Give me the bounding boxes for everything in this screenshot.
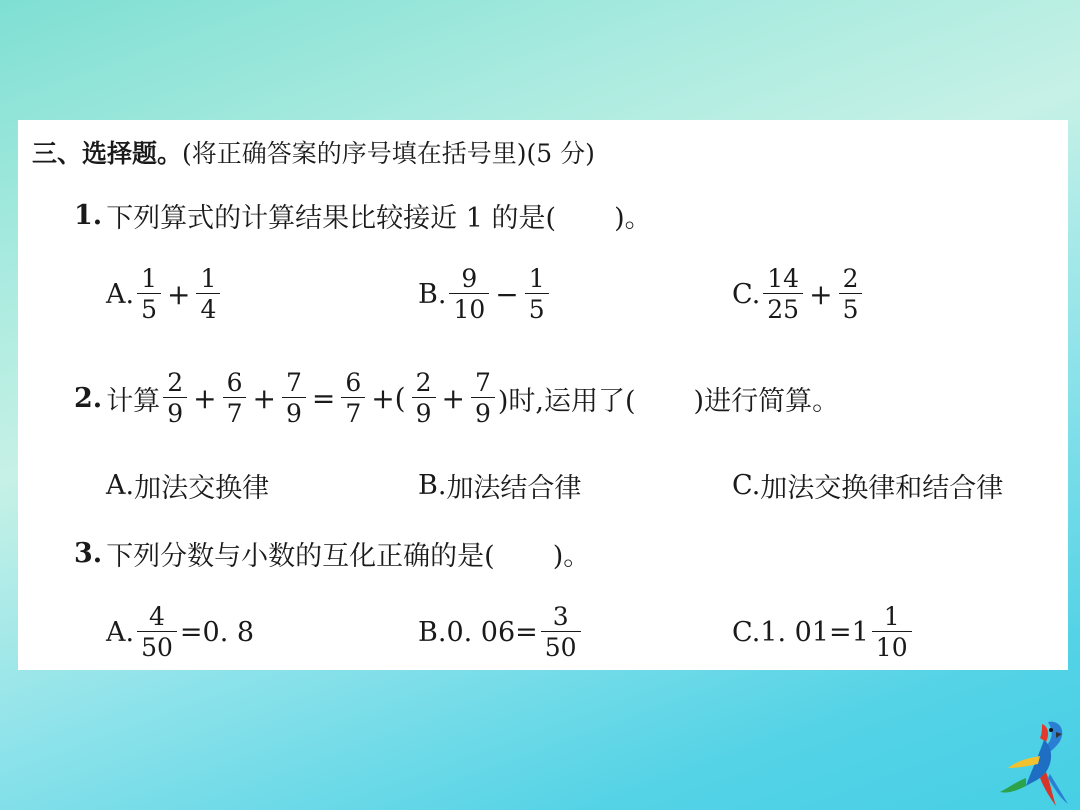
question-prefix: 计算 (106, 385, 161, 417)
q1-option-b[interactable] (418, 266, 552, 322)
option-label: A. (106, 616, 135, 648)
fraction: $\frac{7}{9}$ (471, 370, 495, 426)
q3-option-a[interactable] (106, 604, 254, 660)
question-panel (18, 120, 1068, 670)
option-label: C. (732, 278, 761, 310)
fraction: $\frac{6}{7}$ (223, 370, 247, 426)
question-text: 下列分数与小数的互化正确的是( (106, 541, 495, 572)
fraction: $\frac{1}{10}$ (872, 604, 912, 660)
fraction: $\frac{14}{25}$ (763, 266, 803, 322)
q1-option-c[interactable] (732, 266, 865, 322)
question-close: )进行简算。 (693, 385, 840, 417)
question-1 (74, 196, 652, 235)
option-label: C. (732, 470, 761, 501)
operator: + (441, 381, 465, 415)
fraction: $\frac{1}{5}$ (525, 266, 549, 322)
fraction: $\frac{3}{50}$ (541, 604, 581, 660)
fraction: $\frac{1}{4}$ (196, 266, 220, 322)
question-close: )。 (614, 203, 652, 234)
fraction: $\frac{6}{7}$ (341, 370, 365, 426)
question-text: 下列算式的计算结果比较接近 1 的是( (106, 203, 557, 234)
operator: + (809, 277, 833, 311)
option-lead: 0. 06= (446, 616, 538, 648)
option-label: B. (418, 470, 447, 501)
q1-option-a[interactable] (106, 266, 223, 322)
option-rest: =0. 8 (179, 616, 255, 648)
fraction: $\frac{2}{5}$ (839, 266, 863, 322)
section-header (32, 134, 595, 170)
option-text: 加法交换律 (134, 473, 270, 504)
parrot-logo-icon (996, 716, 1076, 808)
operator: + (252, 381, 276, 415)
option-label: C. (732, 616, 761, 648)
q2-option-a[interactable] (106, 466, 269, 505)
q2-option-b[interactable] (418, 466, 581, 505)
operator: + (167, 277, 191, 311)
question-2 (74, 370, 839, 426)
fraction: $\frac{9}{10}$ (449, 266, 489, 322)
fraction: $\frac{4}{50}$ (137, 604, 177, 660)
option-label: B. (418, 616, 447, 648)
fraction: $\frac{1}{5}$ (137, 266, 161, 322)
option-label: A. (106, 470, 135, 501)
question-3 (74, 534, 590, 573)
fraction: $\frac{7}{9}$ (282, 370, 306, 426)
question-number: 2. (74, 382, 103, 414)
section-note: (将正确答案的序号填在括号里)(5 分) (182, 139, 595, 168)
option-label: A. (106, 278, 135, 310)
option-text: 加法交换律和结合律 (760, 473, 1004, 504)
question-close: )。 (552, 541, 591, 572)
section-title: 三、选择题。 (32, 139, 183, 168)
operator: + (193, 381, 217, 415)
fraction: $\frac{2}{9}$ (163, 370, 187, 426)
question-number: 3. (74, 538, 103, 569)
operator: − (495, 277, 519, 311)
question-mid: )时,运用了( (497, 385, 636, 417)
option-lead: 1. 01=1 (760, 616, 869, 648)
option-label: B. (418, 278, 447, 310)
operator: +( (371, 381, 406, 415)
q2-option-c[interactable] (732, 466, 1003, 505)
question-number: 1. (74, 200, 103, 231)
q3-option-b[interactable] (418, 604, 584, 660)
option-text: 加法结合律 (446, 473, 582, 504)
fraction: $\frac{2}{9}$ (412, 370, 436, 426)
equals-sign: = (311, 381, 336, 415)
q3-option-c[interactable] (732, 604, 915, 660)
